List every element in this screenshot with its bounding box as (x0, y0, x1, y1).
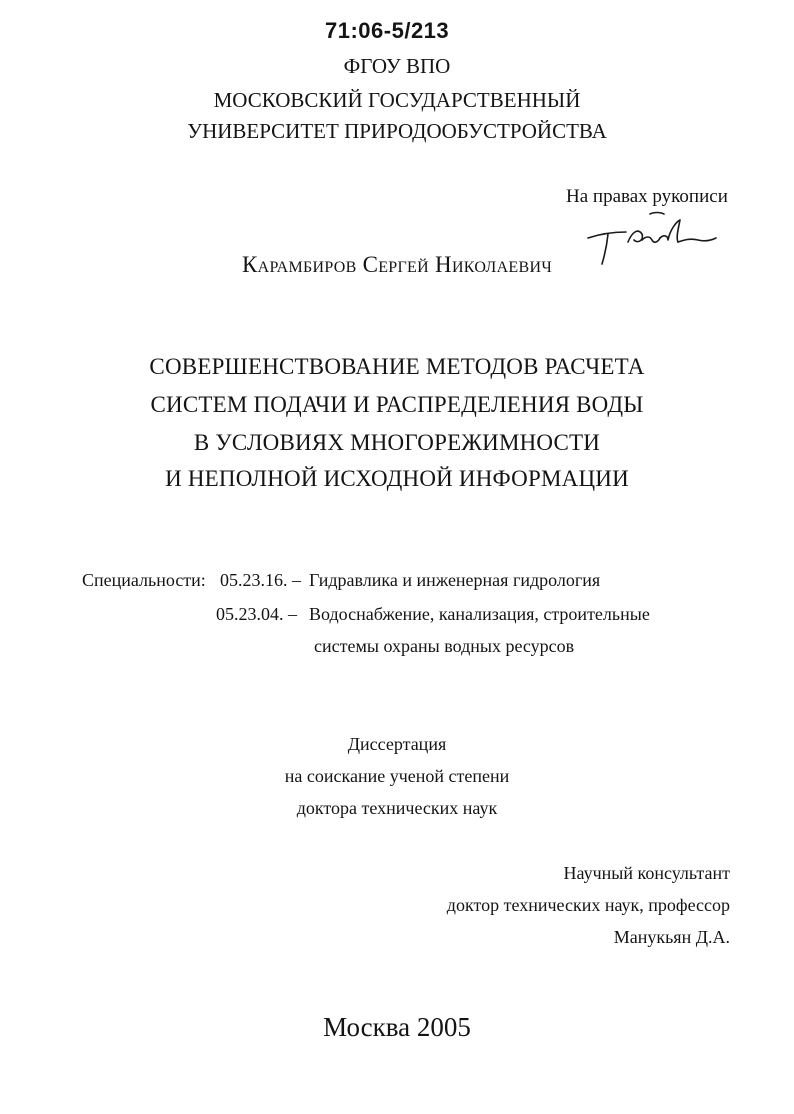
specialty-1-name: Гидравлика и инженерная гидрология (309, 570, 601, 590)
title-line-1: СОВЕРШЕНСТВОВАНИЕ МЕТОДОВ РАСЧЕТА (149, 354, 645, 379)
title-line-4: И НЕПОЛНОЙ ИСХОДНОЙ ИНФОРМАЦИИ (165, 466, 629, 491)
title-line-2: СИСТЕМ ПОДАЧИ И РАСПРЕДЕЛЕНИЯ ВОДЫ (150, 392, 644, 417)
dissertation-line-1: Диссертация (347, 734, 447, 754)
consultant-line-2: доктор технических наук, профессор (446, 895, 730, 915)
consultant-line-3: Манукьян Д.А. (613, 927, 730, 947)
title-line-3: В УСЛОВИЯХ МНОГОРЕЖИМНОСТИ (193, 430, 601, 455)
dissertation-line-2: на соискание ученой степени (284, 766, 510, 786)
specialty-2-continuation: системы охраны водных ресурсов (314, 636, 575, 656)
specialty-2-code: 05.23.04. – (216, 604, 297, 624)
organization-line-3: УНИВЕРСИТЕТ ПРИРОДООБУСТРОЙСТВА (187, 119, 607, 143)
author-name: Карамбиров Сергей Николаевич (241, 252, 553, 277)
city-year: Москва 2005 (323, 1012, 471, 1042)
rights-note: На правах рукописи (566, 186, 728, 207)
catalog-number: 71:06-5/213 (325, 18, 450, 43)
specialties-label: Специальности: (82, 570, 206, 590)
organization-line-1: ФГОУ ВПО (343, 56, 451, 73)
organization-line-2: МОСКОВСКИЙ ГОСУДАРСТВЕННЫЙ (213, 88, 581, 112)
specialty-2-name: Водоснабжение, канализация, строительные (309, 604, 650, 624)
consultant-line-1: Научный консультант (563, 863, 730, 883)
specialty-1-code: 05.23.16. – (220, 570, 301, 590)
dissertation-line-3: доктора технических наук (296, 798, 498, 818)
